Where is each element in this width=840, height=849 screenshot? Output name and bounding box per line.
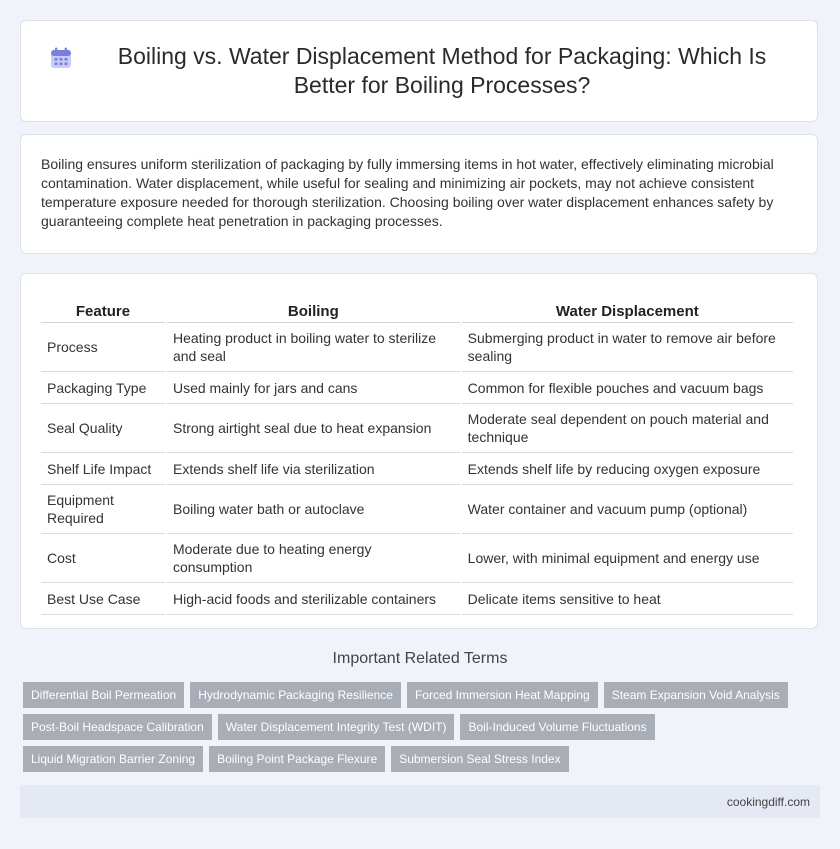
related-terms-row <box>23 714 823 740</box>
cell-feature: Shelf Life Impact <box>41 453 165 485</box>
cell-feature: Equipment Required <box>41 485 165 534</box>
comparison-table <box>39 294 795 615</box>
table-row <box>41 485 793 534</box>
summary-card <box>20 134 818 254</box>
summary-text: Boiling ensures uniform sterilization of packaging by fully immersing items in hot water, effectively eliminating microbial contamination. Water displacement, while useful for sealing and minimizing air pockets, may not achieve consistent temperature exposure needed for thorough sterilization. Choosing boiling over water displacement enhances safety by guaranteeing complete heat penetration in packaging processes. <box>41 156 774 229</box>
calendar-icon <box>49 46 73 70</box>
related-terms <box>23 682 823 778</box>
term-tag[interactable]: Boil-Induced Volume Fluctuations <box>460 714 654 740</box>
cell-boiling: Heating product in boiling water to sterilize and seal <box>167 323 460 372</box>
term-tag[interactable]: Post-Boil Headspace Calibration <box>23 714 212 740</box>
table-row <box>41 583 793 615</box>
table-row <box>41 372 793 404</box>
header-feature: Feature <box>41 294 165 323</box>
related-terms-row <box>23 746 823 772</box>
title-card <box>20 20 818 122</box>
footer <box>20 785 820 818</box>
cell-water-displacement: Moderate seal dependent on pouch material and technique <box>462 404 793 453</box>
term-tag[interactable]: Liquid Migration Barrier Zoning <box>23 746 203 772</box>
cell-boiling: Moderate due to heating energy consumption <box>167 534 460 583</box>
cell-water-displacement: Water container and vacuum pump (optional) <box>462 485 793 534</box>
cell-feature: Best Use Case <box>41 583 165 615</box>
comparison-card <box>20 273 818 629</box>
cell-boiling: Strong airtight seal due to heat expansion <box>167 404 460 453</box>
term-tag[interactable]: Steam Expansion Void Analysis <box>604 682 788 708</box>
term-tag[interactable]: Forced Immersion Heat Mapping <box>407 682 598 708</box>
term-tag[interactable]: Boiling Point Package Flexure <box>209 746 385 772</box>
header-boiling: Boiling <box>167 294 460 323</box>
table-row <box>41 404 793 453</box>
table-header-row <box>41 294 793 323</box>
related-terms-row <box>23 682 823 708</box>
cell-boiling: High-acid foods and sterilizable containers <box>167 583 460 615</box>
cell-water-displacement: Lower, with minimal equipment and energy use <box>462 534 793 583</box>
footer-site-link[interactable]: cookingdiff.com <box>726 794 810 809</box>
cell-feature: Seal Quality <box>41 404 165 453</box>
term-tag[interactable]: Submersion Seal Stress Index <box>391 746 568 772</box>
term-tag[interactable]: Hydrodynamic Packaging Resilience <box>190 682 401 708</box>
title-wrap <box>49 42 789 100</box>
header-water-displacement: Water Displacement <box>462 294 793 323</box>
cell-boiling: Boiling water bath or autoclave <box>167 485 460 534</box>
table-row <box>41 534 793 583</box>
term-tag[interactable]: Water Displacement Integrity Test (WDIT) <box>218 714 455 740</box>
cell-feature: Cost <box>41 534 165 583</box>
page-title: Boiling vs. Water Displacement Method for Packaging: Which Is Better for Boiling Processes? <box>117 43 767 98</box>
table-row <box>41 453 793 485</box>
cell-boiling: Extends shelf life via sterilization <box>167 453 460 485</box>
cell-feature: Packaging Type <box>41 372 165 404</box>
cell-water-displacement: Common for flexible pouches and vacuum bags <box>462 372 793 404</box>
cell-feature: Process <box>41 323 165 372</box>
cell-boiling: Used mainly for jars and cans <box>167 372 460 404</box>
cell-water-displacement: Delicate items sensitive to heat <box>462 583 793 615</box>
term-tag[interactable]: Differential Boil Permeation <box>23 682 184 708</box>
related-terms-title: Important Related Terms <box>332 650 508 667</box>
table-row <box>41 323 793 372</box>
cell-water-displacement: Submerging product in water to remove air before sealing <box>462 323 793 372</box>
cell-water-displacement: Extends shelf life by reducing oxygen exposure <box>462 453 793 485</box>
